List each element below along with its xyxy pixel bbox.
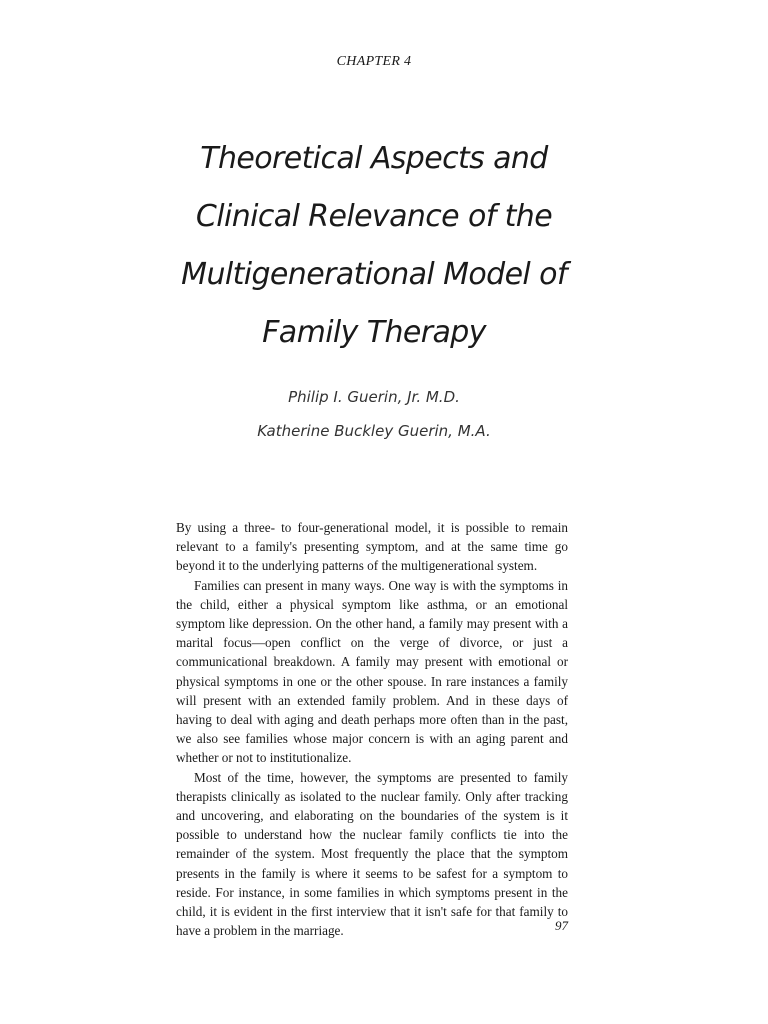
author-name: Katherine Buckley Guerin, M.A. [257,422,491,440]
title-line: Family Therapy [262,315,486,350]
title-line: Multigenerational Model of [181,257,567,292]
chapter-title [0,130,748,362]
paragraph: By using a three- to four-generational model, it is possible to remain relevant to a family's presenting symptom, and at the same time go beyond it to the underlying patterns of the multigenerational system. [176,520,568,574]
body-text [176,518,568,940]
title-line: Clinical Relevance of the [195,199,553,234]
author-list [0,380,748,448]
chapter-heading: CHAPTER 4 [336,54,412,69]
page-number: 97 [555,918,568,933]
paragraph: Most of the time, however, the symptoms are presented to family therapists clinically as isolated to the nuclear family. Only after tracking and uncovering, and elaborating on the boundaries of the system is it possible to understand how the nuclear family conflicts tie into the remainder of the system. Most frequently the place that the symptom presents in the family is where it seems to be safest for a symptom to reside. For instance, in some families in which symptoms present in the child, it is evident in the first interview that it isn't safe for that family to have a problem in the marriage. [176,769,568,939]
title-line: Theoretical Aspects and [200,141,548,176]
author-name: Philip I. Guerin, Jr. M.D. [288,388,460,406]
paragraph: Families can present in many ways. One way is with the symptoms in the child, either a physical symptom like asthma, or an emotional symptom like depression. On the other hand, a family may present with a marital focus—open conflict on the verge of divorce, or just a communicational breakdown. A family may present with emotional or physical symptoms in one or the other spouse. In rare instances a family will present with an extended family problem. And in these days of having to deal with aging and death perhaps more often than in the past, we also see families whose major concern is with an aging parent and whether or not to institutionalize. [176,577,568,766]
